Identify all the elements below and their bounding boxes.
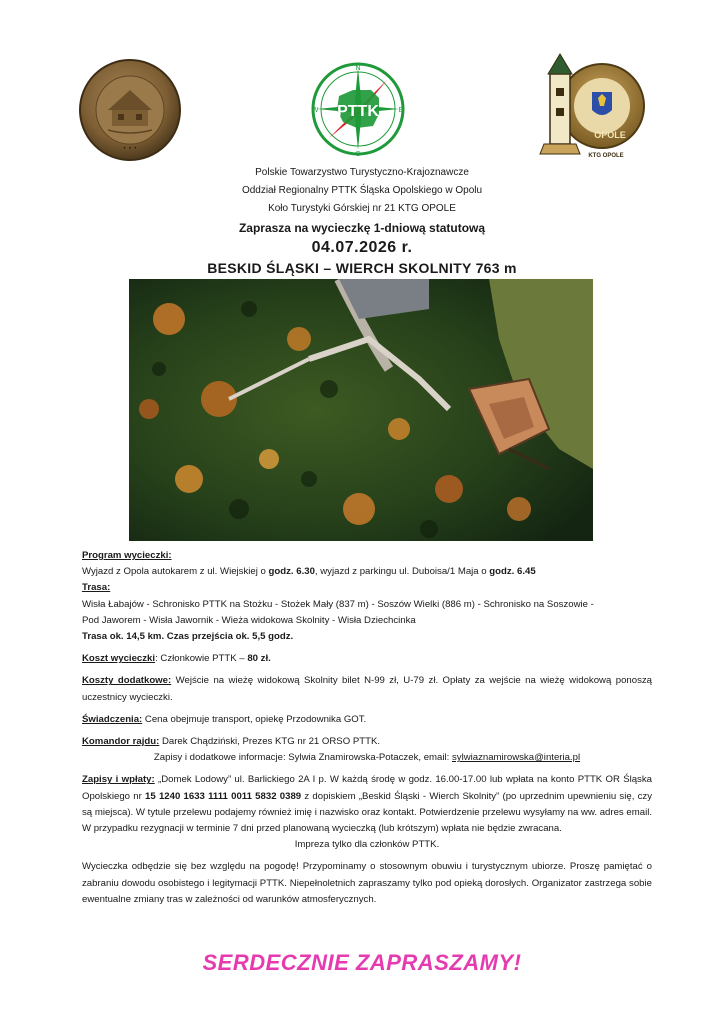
svg-text:W: W bbox=[311, 107, 319, 114]
services: Świadczenia: Cena obejmuje transport, opiekę Przodownika GOT. bbox=[82, 713, 367, 725]
route-summary: Trasa ok. 14,5 km. Czas przejścia ok. 5,5 godz. bbox=[82, 631, 294, 643]
route-line-1: Wisła Łabajów - Schronisko PTTK na Stożku - Stożek Mały (837 m) - Soszów Wielki (886 m) - Schronisko na Soszowie - bbox=[82, 598, 594, 610]
org-line-3: Koło Turystyki Górskiej nr 21 KTG OPOLE bbox=[268, 203, 456, 214]
closing-invitation: SERDECZNIE ZAPRASZAMY! bbox=[202, 950, 522, 975]
pttk-logo-text: PTTK bbox=[337, 103, 379, 120]
signup-info: Zapisy i dodatkowe informacje: Sylwia Znamirowska-Potaczek, email: sylwiaznamirowska@interia.pl bbox=[153, 752, 581, 764]
program-text: Wyjazd z Opola autokarem z ul. Wiejskiej o godz. 6.30, wyjazd z parkingu ul. Duboisa/1 Maja o godz. 6.45 bbox=[82, 566, 536, 578]
header bbox=[0, 164, 724, 278]
payments: Zapisy i wpłaty: „Domek Lodowy” ul. Barlickiego 2A I p. W każdą środę w godz. 16.00-17.00 lub wpłata na konto PTTK OR Śląska Opolskiego nr 15 1240 1633 1111 0011 5832 0389 z dopiskiem „Beskid Śląski - Wierch Skolnity” (po uprzednim upewnieniu się, czy są miejsca). W tytule przelewu podajemy również imię i nazwisko oraz kontakt. Potwierdzenie przelewu wysyłamy na ww. adres email. W przypadku rezygnacji w terminie 7 dni przed planowaną wycieczką (lub krótszym) wpłata nie będzie zwracana. bbox=[82, 774, 653, 835]
cost-line: Koszt wycieczki: Członkowie PTTK – 80 zł. bbox=[82, 653, 271, 665]
svg-text:N: N bbox=[355, 65, 361, 72]
invite-line: Zaprasza na wycieczkę 1-dniową statutową bbox=[238, 221, 486, 235]
svg-text:OPOLE: OPOLE bbox=[594, 130, 626, 140]
svg-text:S: S bbox=[355, 151, 361, 158]
extra-costs: Koszty dodatkowe: Wejście na wieżę widokową Skolnity bilet N-99 zł, U-79 zł. Opłaty za wejście na wieżę widokową ponoszą uczestnicy wycieczki. bbox=[82, 675, 652, 703]
leader-line: Komandor rajdu: Darek Chądziński, Prezes KTG nr 21 ORSO PTTK. bbox=[82, 736, 381, 748]
pttk-opole-regional-badge-icon bbox=[78, 58, 182, 162]
members-only: Impreza tylko dla członków PTTK. bbox=[294, 839, 440, 851]
trip-name: BESKID ŚLĄSKI – WIERCH SKOLNITY 763 m bbox=[207, 260, 517, 276]
route-label: Trasa: bbox=[82, 582, 111, 594]
email-link[interactable]: sylwiaznamirowska@interia.pl bbox=[451, 752, 581, 764]
route-line-2: Pod Jaworem - Wisła Jawornik - Wieża widokowa Skolnity - Wisła Dziechcinka bbox=[82, 614, 416, 626]
program-label: Program wycieczki: bbox=[82, 550, 172, 561]
aerial-forest-lookout-tower-photo bbox=[129, 279, 593, 541]
pttk-compass-logo-icon bbox=[309, 60, 407, 158]
svg-text:• • •: • • • bbox=[122, 145, 138, 152]
svg-text:KTG OPOLE: KTG OPOLE bbox=[588, 153, 624, 159]
trip-details bbox=[82, 548, 652, 908]
weather-notice: Wycieczka odbędzie się bez względu na pogodę! Przypominamy o stosownym obuwiu i turystycznym ubiorze. Proszę pamiętać o zabraniu dowodu osobistego i legitymacji PTTK. Niepełnoletnich zapraszamy tylko pod opieką dorosłych. Organizator zastrzega sobie ewentualne zmiany tras w zależności od warunków atmosferycznych. bbox=[82, 861, 652, 905]
org-line-2: Oddział Regionalny PTTK Śląska Opolskiego w Opolu bbox=[241, 185, 483, 196]
svg-text:E: E bbox=[398, 107, 404, 114]
trip-date: 04.07.2026 r. bbox=[311, 239, 413, 256]
org-line-1: Polskie Towarzystwo Turystyczno-Krajoznawcze bbox=[255, 167, 469, 178]
ktg-opole-tower-badge-icon bbox=[536, 44, 646, 162]
